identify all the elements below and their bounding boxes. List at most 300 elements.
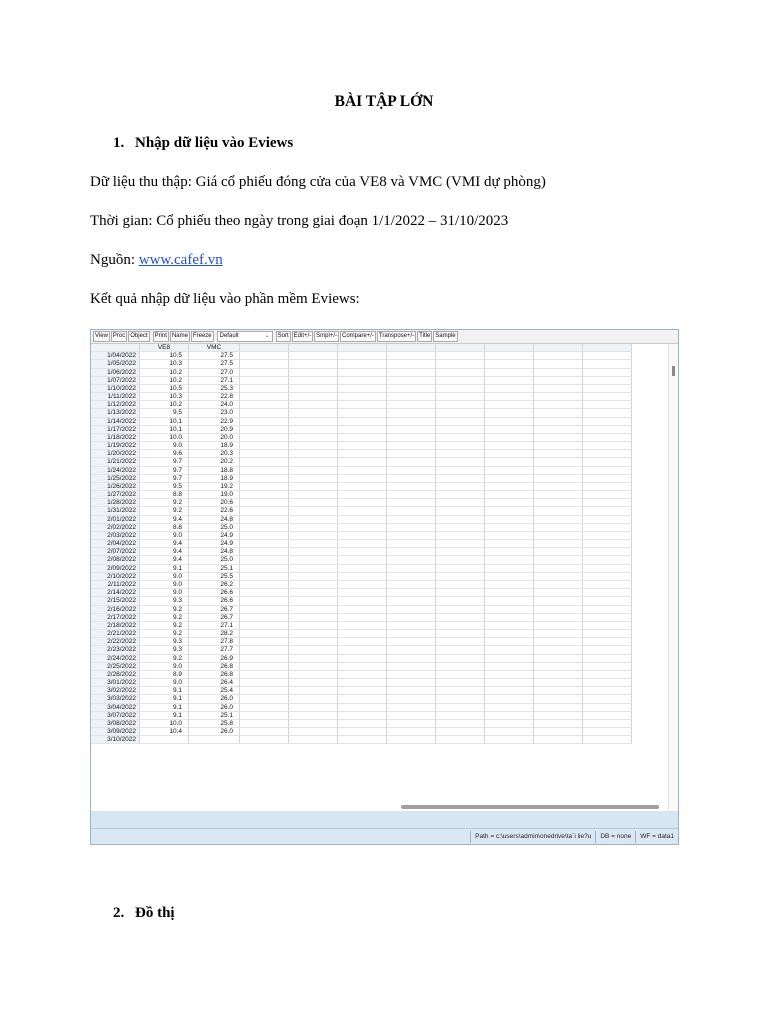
cell-empty[interactable] <box>289 556 338 564</box>
cell-empty[interactable] <box>534 671 583 679</box>
cell-empty[interactable] <box>534 426 583 434</box>
cell-vmc[interactable]: 25.4 <box>189 687 240 695</box>
cell-empty[interactable] <box>436 491 485 499</box>
cell-vmc[interactable]: 23.0 <box>189 409 240 417</box>
cell-empty[interactable] <box>338 597 387 605</box>
cell-empty[interactable] <box>289 695 338 703</box>
cell-empty[interactable] <box>387 565 436 573</box>
cell-empty[interactable] <box>485 524 534 532</box>
cell-empty[interactable] <box>240 704 289 712</box>
cell-vmc[interactable]: 26.7 <box>189 614 240 622</box>
cell-ve8[interactable]: 9.4 <box>140 556 189 564</box>
cell-empty[interactable] <box>240 614 289 622</box>
cell-vmc[interactable]: 27.0 <box>189 369 240 377</box>
cell-empty[interactable] <box>387 377 436 385</box>
cell-empty[interactable] <box>436 467 485 475</box>
cell-empty[interactable] <box>289 704 338 712</box>
cell-empty[interactable] <box>485 467 534 475</box>
cell-empty[interactable] <box>338 418 387 426</box>
cell-vmc[interactable]: 27.7 <box>189 646 240 654</box>
cell-empty[interactable] <box>534 630 583 638</box>
cell-empty[interactable] <box>338 687 387 695</box>
cell-empty[interactable] <box>387 458 436 466</box>
cell-empty[interactable] <box>534 655 583 663</box>
cell-empty[interactable] <box>534 507 583 515</box>
cell-empty[interactable] <box>583 565 632 573</box>
cell-empty[interactable] <box>240 434 289 442</box>
cell-empty[interactable] <box>338 614 387 622</box>
cell-ve8[interactable]: 8.8 <box>140 491 189 499</box>
cell-vmc[interactable]: 26.8 <box>189 671 240 679</box>
cell-empty[interactable] <box>485 679 534 687</box>
cell-empty[interactable] <box>338 556 387 564</box>
cell-empty[interactable] <box>289 671 338 679</box>
cell-empty[interactable] <box>289 524 338 532</box>
cell-empty[interactable] <box>534 614 583 622</box>
cell-empty[interactable] <box>583 434 632 442</box>
toolbar-button-name[interactable]: Name <box>170 331 190 342</box>
cell-empty[interactable] <box>387 360 436 368</box>
cell-empty[interactable] <box>289 606 338 614</box>
cell-empty[interactable] <box>338 704 387 712</box>
cell-empty[interactable] <box>485 695 534 703</box>
cell-ve8[interactable]: 10.3 <box>140 393 189 401</box>
cell-empty[interactable] <box>436 687 485 695</box>
toolbar-button-edit-[interactable]: Edit+/- <box>292 331 314 342</box>
cell-empty[interactable] <box>387 507 436 515</box>
cell-empty[interactable] <box>436 409 485 417</box>
cell-ve8[interactable]: 9.0 <box>140 573 189 581</box>
cell-empty[interactable] <box>338 671 387 679</box>
cell-ve8[interactable]: 10.3 <box>140 360 189 368</box>
cell-empty[interactable] <box>534 475 583 483</box>
cell-empty[interactable] <box>387 442 436 450</box>
cell-empty[interactable] <box>436 597 485 605</box>
cell-empty[interactable] <box>387 581 436 589</box>
cell-empty[interactable] <box>338 622 387 630</box>
cell-empty[interactable] <box>485 491 534 499</box>
cell-empty[interactable] <box>338 630 387 638</box>
cell-empty[interactable] <box>485 720 534 728</box>
cell-empty[interactable] <box>436 614 485 622</box>
cell-empty[interactable] <box>534 712 583 720</box>
cell-empty[interactable] <box>436 679 485 687</box>
cell-empty[interactable] <box>436 671 485 679</box>
cell-empty[interactable] <box>289 377 338 385</box>
cell-empty[interactable] <box>240 532 289 540</box>
cell-empty[interactable] <box>338 646 387 654</box>
cell-empty[interactable] <box>485 597 534 605</box>
cell-empty[interactable] <box>485 663 534 671</box>
cell-empty[interactable] <box>436 548 485 556</box>
cell-empty[interactable] <box>485 556 534 564</box>
cell-empty[interactable] <box>338 695 387 703</box>
cell-empty[interactable] <box>289 385 338 393</box>
cell-empty[interactable] <box>387 352 436 360</box>
cell-ve8[interactable]: 9.4 <box>140 548 189 556</box>
cell-empty[interactable] <box>387 704 436 712</box>
cell-ve8[interactable]: 10.1 <box>140 426 189 434</box>
cell-empty[interactable] <box>240 638 289 646</box>
cell-ve8[interactable]: 10.0 <box>140 434 189 442</box>
cell-ve8[interactable]: 9.2 <box>140 499 189 507</box>
cell-empty[interactable] <box>338 720 387 728</box>
cell-empty[interactable] <box>387 687 436 695</box>
cell-ve8[interactable]: 9.0 <box>140 532 189 540</box>
cell-empty[interactable] <box>436 728 485 736</box>
vertical-scrollbar[interactable] <box>668 344 678 810</box>
cell-empty[interactable] <box>534 369 583 377</box>
column-header-empty[interactable] <box>240 344 289 352</box>
cell-empty[interactable] <box>485 622 534 630</box>
cell-empty[interactable] <box>240 491 289 499</box>
cell-empty[interactable] <box>338 524 387 532</box>
cell-vmc[interactable]: 20.0 <box>189 434 240 442</box>
cell-empty[interactable] <box>387 606 436 614</box>
cell-vmc[interactable]: 27.5 <box>189 360 240 368</box>
cell-empty[interactable] <box>485 532 534 540</box>
cell-empty[interactable] <box>289 581 338 589</box>
cell-empty[interactable] <box>338 401 387 409</box>
cell-empty[interactable] <box>240 352 289 360</box>
cell-empty[interactable] <box>436 418 485 426</box>
cell-empty[interactable] <box>289 491 338 499</box>
cell-empty[interactable] <box>240 655 289 663</box>
cell-empty[interactable] <box>485 426 534 434</box>
cell-ve8[interactable]: 9.7 <box>140 467 189 475</box>
cell-empty[interactable] <box>534 565 583 573</box>
cell-empty[interactable] <box>534 434 583 442</box>
cell-vmc[interactable]: 22.6 <box>189 507 240 515</box>
cell-empty[interactable] <box>436 360 485 368</box>
cell-empty[interactable] <box>289 409 338 417</box>
cell-ve8[interactable]: 9.0 <box>140 589 189 597</box>
toolbar-button-proc[interactable]: Proc <box>111 331 127 342</box>
cell-empty[interactable] <box>436 475 485 483</box>
cell-vmc[interactable]: 22.8 <box>189 393 240 401</box>
cell-ve8[interactable]: 9.3 <box>140 638 189 646</box>
cell-ve8[interactable]: 9.5 <box>140 483 189 491</box>
cell-empty[interactable] <box>436 540 485 548</box>
cell-empty[interactable] <box>583 516 632 524</box>
cell-empty[interactable] <box>485 483 534 491</box>
cell-empty[interactable] <box>436 622 485 630</box>
cell-vmc[interactable]: 24.0 <box>189 401 240 409</box>
cell-empty[interactable] <box>240 507 289 515</box>
cell-empty[interactable] <box>338 369 387 377</box>
cell-empty[interactable] <box>583 426 632 434</box>
cell-vmc[interactable]: 26.7 <box>189 606 240 614</box>
cell-ve8[interactable]: 10.2 <box>140 401 189 409</box>
cell-empty[interactable] <box>240 622 289 630</box>
cell-empty[interactable] <box>436 450 485 458</box>
cell-empty[interactable] <box>436 704 485 712</box>
cell-empty[interactable] <box>436 442 485 450</box>
cell-empty[interactable] <box>338 638 387 646</box>
cell-empty[interactable] <box>387 655 436 663</box>
cell-empty[interactable] <box>240 728 289 736</box>
cell-empty[interactable] <box>485 704 534 712</box>
cell-ve8[interactable]: 9.6 <box>140 450 189 458</box>
cell-vmc[interactable]: 26.0 <box>189 728 240 736</box>
cell-empty[interactable] <box>289 614 338 622</box>
cell-empty[interactable] <box>338 385 387 393</box>
cell-vmc[interactable]: 18.8 <box>189 467 240 475</box>
cell-ve8[interactable]: 9.7 <box>140 475 189 483</box>
cell-empty[interactable] <box>338 499 387 507</box>
cell-empty[interactable] <box>289 507 338 515</box>
cell-empty[interactable] <box>240 606 289 614</box>
cell-empty[interactable] <box>240 540 289 548</box>
cell-empty[interactable] <box>583 671 632 679</box>
cell-empty[interactable] <box>436 655 485 663</box>
cell-ve8[interactable]: 10.5 <box>140 352 189 360</box>
cell-vmc[interactable]: 24.8 <box>189 548 240 556</box>
cell-empty[interactable] <box>534 483 583 491</box>
column-header-empty[interactable] <box>583 344 632 352</box>
cell-vmc[interactable]: 26.6 <box>189 597 240 605</box>
cell-empty[interactable] <box>387 589 436 597</box>
cell-vmc[interactable]: 25.3 <box>189 385 240 393</box>
cell-empty[interactable] <box>534 409 583 417</box>
cell-empty[interactable] <box>338 409 387 417</box>
cell-empty[interactable] <box>485 565 534 573</box>
cell-ve8[interactable]: 10.0 <box>140 720 189 728</box>
cell-empty[interactable] <box>289 516 338 524</box>
cell-ve8[interactable]: 9.4 <box>140 540 189 548</box>
cell-empty[interactable] <box>338 507 387 515</box>
cell-empty[interactable] <box>485 516 534 524</box>
cell-empty[interactable] <box>534 736 583 744</box>
cell-empty[interactable] <box>387 736 436 744</box>
cell-empty[interactable] <box>583 606 632 614</box>
cell-empty[interactable] <box>485 736 534 744</box>
cell-empty[interactable] <box>485 475 534 483</box>
cell-empty[interactable] <box>289 687 338 695</box>
toolbar-button-object[interactable]: Object <box>128 331 149 342</box>
cell-empty[interactable] <box>240 401 289 409</box>
cell-empty[interactable] <box>485 507 534 515</box>
cell-empty[interactable] <box>240 418 289 426</box>
cell-empty[interactable] <box>534 401 583 409</box>
cell-empty[interactable] <box>240 663 289 671</box>
cell-empty[interactable] <box>387 597 436 605</box>
cell-vmc[interactable]: 26.4 <box>189 679 240 687</box>
cell-empty[interactable] <box>338 352 387 360</box>
cell-empty[interactable] <box>534 646 583 654</box>
cell-empty[interactable] <box>583 581 632 589</box>
cell-empty[interactable] <box>583 646 632 654</box>
cell-empty[interactable] <box>583 409 632 417</box>
cell-empty[interactable] <box>583 385 632 393</box>
cell-empty[interactable] <box>338 360 387 368</box>
cell-empty[interactable] <box>436 352 485 360</box>
cell-empty[interactable] <box>387 532 436 540</box>
cell-empty[interactable] <box>534 695 583 703</box>
cell-empty[interactable] <box>289 630 338 638</box>
cell-empty[interactable] <box>387 450 436 458</box>
cell-empty[interactable] <box>583 655 632 663</box>
cell-empty[interactable] <box>387 393 436 401</box>
cell-empty[interactable] <box>534 467 583 475</box>
cell-vmc[interactable]: 26.0 <box>189 695 240 703</box>
cell-empty[interactable] <box>583 548 632 556</box>
cell-vmc[interactable]: 19.2 <box>189 483 240 491</box>
cell-empty[interactable] <box>436 499 485 507</box>
cell-empty[interactable] <box>289 728 338 736</box>
cell-empty[interactable] <box>240 736 289 744</box>
cell-ve8[interactable]: 9.3 <box>140 646 189 654</box>
cell-empty[interactable] <box>289 434 338 442</box>
cell-empty[interactable] <box>240 679 289 687</box>
cell-empty[interactable] <box>485 418 534 426</box>
cell-empty[interactable] <box>387 524 436 532</box>
cell-empty[interactable] <box>387 573 436 581</box>
cell-empty[interactable] <box>289 418 338 426</box>
cell-empty[interactable] <box>240 475 289 483</box>
cell-vmc[interactable]: 20.6 <box>189 499 240 507</box>
cell-ve8[interactable]: 9.1 <box>140 565 189 573</box>
column-header-empty[interactable] <box>534 344 583 352</box>
cell-empty[interactable] <box>289 532 338 540</box>
cell-empty[interactable] <box>289 483 338 491</box>
cell-empty[interactable] <box>583 622 632 630</box>
cell-empty[interactable] <box>583 556 632 564</box>
cell-empty[interactable] <box>338 393 387 401</box>
cell-empty[interactable] <box>338 728 387 736</box>
cell-empty[interactable] <box>583 475 632 483</box>
cell-empty[interactable] <box>534 589 583 597</box>
cell-empty[interactable] <box>240 393 289 401</box>
cell-vmc[interactable]: 26.9 <box>189 655 240 663</box>
cell-empty[interactable] <box>289 401 338 409</box>
cell-empty[interactable] <box>485 638 534 646</box>
cell-empty[interactable] <box>338 426 387 434</box>
toolbar-button-sort[interactable]: Sort <box>276 331 291 342</box>
cell-empty[interactable] <box>534 573 583 581</box>
cell-empty[interactable] <box>534 499 583 507</box>
cell-empty[interactable] <box>534 679 583 687</box>
cell-ve8[interactable]: 10.5 <box>140 385 189 393</box>
cell-ve8[interactable]: 9.2 <box>140 507 189 515</box>
cell-empty[interactable] <box>338 377 387 385</box>
cell-empty[interactable] <box>338 491 387 499</box>
cell-empty[interactable] <box>583 736 632 744</box>
cell-empty[interactable] <box>485 671 534 679</box>
toolbar-button-smpl-[interactable]: Smpl+/- <box>314 331 339 342</box>
cell-empty[interactable] <box>583 679 632 687</box>
cell-empty[interactable] <box>289 458 338 466</box>
cell-empty[interactable] <box>289 646 338 654</box>
cell-empty[interactable] <box>436 426 485 434</box>
cell-empty[interactable] <box>338 434 387 442</box>
cell-empty[interactable] <box>338 467 387 475</box>
cell-empty[interactable] <box>583 393 632 401</box>
cell-empty[interactable] <box>338 540 387 548</box>
cell-empty[interactable] <box>485 442 534 450</box>
cell-empty[interactable] <box>240 499 289 507</box>
column-header-empty[interactable] <box>387 344 436 352</box>
cell-vmc[interactable]: 26.0 <box>189 704 240 712</box>
cell-empty[interactable] <box>289 548 338 556</box>
cell-empty[interactable] <box>387 614 436 622</box>
source-link[interactable]: www.cafef.vn <box>138 252 223 268</box>
cell-empty[interactable] <box>240 426 289 434</box>
cell-empty[interactable] <box>436 663 485 671</box>
cell-empty[interactable] <box>534 516 583 524</box>
cell-empty[interactable] <box>289 352 338 360</box>
cell-empty[interactable] <box>338 573 387 581</box>
cell-empty[interactable] <box>240 360 289 368</box>
cell-ve8[interactable]: 9.1 <box>140 695 189 703</box>
cell-empty[interactable] <box>583 597 632 605</box>
cell-empty[interactable] <box>289 589 338 597</box>
cell-empty[interactable] <box>240 467 289 475</box>
cell-empty[interactable] <box>583 638 632 646</box>
cell-empty[interactable] <box>583 352 632 360</box>
cell-empty[interactable] <box>240 589 289 597</box>
cell-empty[interactable] <box>240 646 289 654</box>
cell-empty[interactable] <box>240 483 289 491</box>
cell-empty[interactable] <box>289 597 338 605</box>
cell-ve8[interactable]: 9.2 <box>140 622 189 630</box>
cell-empty[interactable] <box>240 385 289 393</box>
cell-empty[interactable] <box>436 532 485 540</box>
cell-empty[interactable] <box>289 467 338 475</box>
cell-empty[interactable] <box>485 409 534 417</box>
cell-empty[interactable] <box>240 556 289 564</box>
column-header-empty[interactable] <box>436 344 485 352</box>
cell-ve8[interactable]: 9.7 <box>140 458 189 466</box>
cell-empty[interactable] <box>534 581 583 589</box>
cell-empty[interactable] <box>436 369 485 377</box>
cell-ve8[interactable]: 9.0 <box>140 663 189 671</box>
cell-empty[interactable] <box>338 736 387 744</box>
cell-empty[interactable] <box>240 458 289 466</box>
cell-empty[interactable] <box>534 442 583 450</box>
cell-empty[interactable] <box>583 450 632 458</box>
cell-empty[interactable] <box>289 369 338 377</box>
cell-empty[interactable] <box>583 687 632 695</box>
cell-empty[interactable] <box>583 377 632 385</box>
cell-empty[interactable] <box>240 442 289 450</box>
cell-empty[interactable] <box>534 622 583 630</box>
cell-empty[interactable] <box>289 450 338 458</box>
cell-empty[interactable] <box>485 434 534 442</box>
cell-empty[interactable] <box>387 483 436 491</box>
cell-vmc[interactable]: 25.5 <box>189 573 240 581</box>
cell-empty[interactable] <box>485 458 534 466</box>
cell-empty[interactable] <box>583 499 632 507</box>
cell-empty[interactable] <box>240 581 289 589</box>
cell-empty[interactable] <box>240 377 289 385</box>
cell-empty[interactable] <box>583 663 632 671</box>
cell-empty[interactable] <box>534 418 583 426</box>
cell-ve8[interactable]: 8.8 <box>140 524 189 532</box>
cell-empty[interactable] <box>436 720 485 728</box>
cell-empty[interactable] <box>387 695 436 703</box>
toolbar-button-freeze[interactable]: Freeze <box>191 331 214 342</box>
cell-empty[interactable] <box>289 573 338 581</box>
cell-empty[interactable] <box>338 712 387 720</box>
cell-empty[interactable] <box>583 589 632 597</box>
cell-vmc[interactable]: 24.8 <box>189 516 240 524</box>
cell-empty[interactable] <box>289 663 338 671</box>
cell-empty[interactable] <box>534 638 583 646</box>
cell-empty[interactable] <box>583 418 632 426</box>
cell-empty[interactable] <box>534 663 583 671</box>
cell-empty[interactable] <box>436 401 485 409</box>
